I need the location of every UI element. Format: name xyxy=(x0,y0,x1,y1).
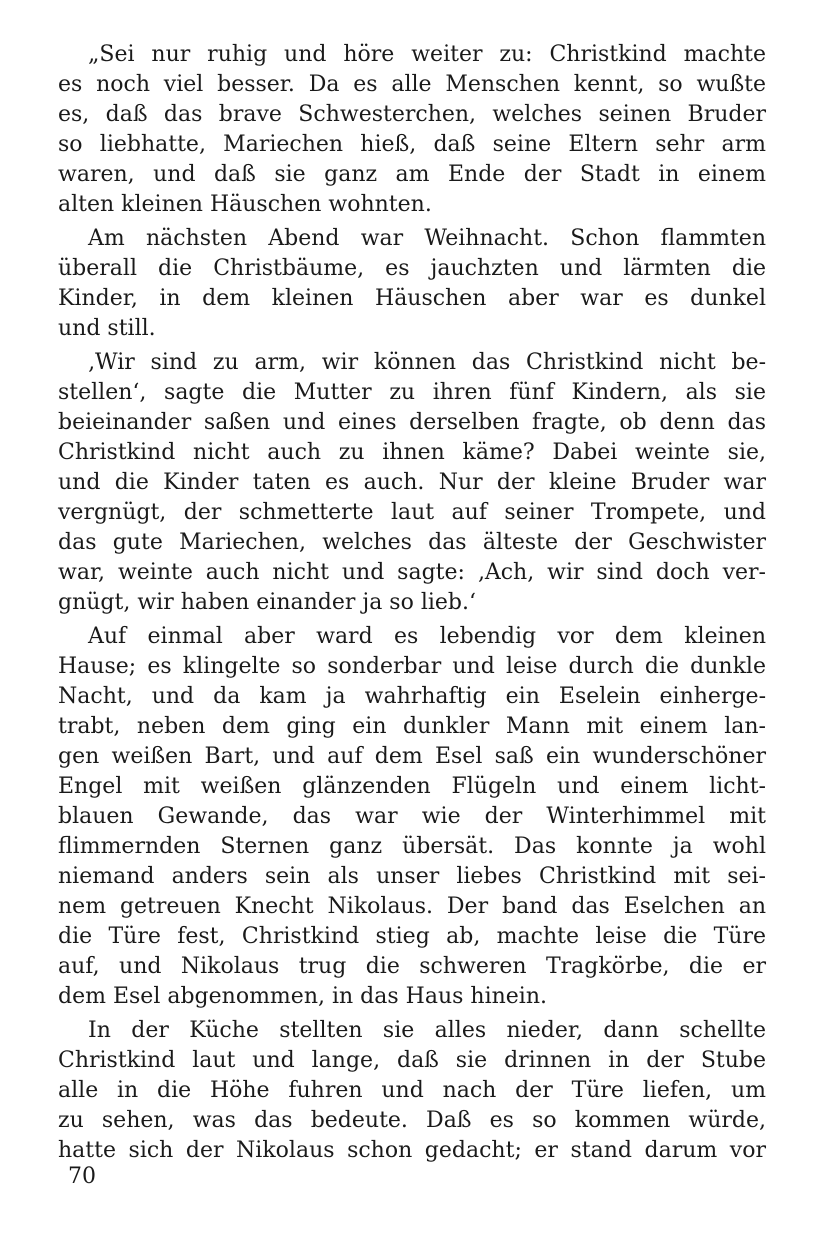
text-line: Christkind laut und lange, daß sie drinnen in der Stube xyxy=(58,1048,766,1073)
text-line: blauen Gewande, das war wie der Winterhimmel mit xyxy=(58,804,766,829)
text-line: niemand anders sein als unser liebes Christkind mit sei- xyxy=(58,864,766,889)
text-line: Christkind nicht auch zu ihnen käme? Dabei weinte sie, xyxy=(58,440,766,465)
text-line: ‚Wir sind zu arm, wir können das Christkind nicht be- xyxy=(88,350,766,375)
text-line: gen weißen Bart, und auf dem Esel saß ein wunderschöner xyxy=(58,744,766,769)
text-line: gnügt, wir haben einander ja so lieb.‘ xyxy=(58,590,476,615)
text-line: überall die Christbäume, es jauchzten und lärmten die xyxy=(58,256,766,281)
text-line: und die Kinder taten es auch. Nur der kleine Bruder war xyxy=(58,470,766,495)
text-line: und still. xyxy=(58,316,156,341)
text-line: trabt, neben dem ging ein dunkler Mann mit einem lan- xyxy=(58,714,766,739)
text-line: Nacht, und da kam ja wahrhaftig ein Eselein einherge- xyxy=(58,684,766,709)
text-line: es noch viel besser. Da es alle Menschen kennt, so wußte xyxy=(58,72,766,97)
text-line: Auf einmal aber ward es lebendig vor dem kleinen xyxy=(88,624,766,649)
page-number: 70 xyxy=(68,1164,96,1189)
text-line: vergnügt, der schmetterte laut auf seiner Trompete, und xyxy=(58,500,766,525)
text-line: Hause; es klingelte so sonderbar und leise durch die dunkle xyxy=(58,654,766,679)
text-line: es, daß das brave Schwesterchen, welches seinen Bruder xyxy=(58,102,766,127)
text-line: alten kleinen Häuschen wohnten. xyxy=(58,192,432,217)
text-line: auf, und Nikolaus trug die schweren Tragkörbe, die er xyxy=(58,954,766,979)
text-line: das gute Mariechen, welches das älteste der Geschwister xyxy=(58,530,766,555)
text-line: hatte sich der Nikolaus schon gedacht; er stand darum vor xyxy=(58,1138,766,1163)
text-line: alle in die Höhe fuhren und nach der Türe liefen, um xyxy=(58,1078,766,1103)
text-line: waren, und daß sie ganz am Ende der Stadt in einem xyxy=(58,162,766,187)
text-line: flimmernden Sternen ganz übersät. Das konnte ja wohl xyxy=(58,834,766,859)
text-line: stellen‘, sagte die Mutter zu ihren fünf Kindern, als sie xyxy=(58,380,766,405)
text-line: Engel mit weißen glänzenden Flügeln und einem licht- xyxy=(58,774,766,799)
text-line: die Türe fest, Christkind stieg ab, machte leise die Türe xyxy=(58,924,766,949)
text-line: dem Esel abgenommen, in das Haus hinein. xyxy=(58,984,547,1009)
text-line: war, weinte auch nicht und sagte: ‚Ach, wir sind doch ver- xyxy=(58,560,766,585)
text-line: „Sei nur ruhig und höre weiter zu: Christkind machte xyxy=(88,42,766,67)
text-line: In der Küche stellten sie alles nieder, dann schellte xyxy=(88,1018,766,1043)
text-column xyxy=(58,40,766,1163)
text-line: Am nächsten Abend war Weihnacht. Schon flammten xyxy=(88,226,766,251)
text-line: beieinander saßen und eines derselben fragte, ob denn das xyxy=(58,410,766,435)
text-line: so liebhatte, Mariechen hieß, daß seine Eltern sehr arm xyxy=(58,132,766,157)
text-line: Kinder, in dem kleinen Häuschen aber war es dunkel xyxy=(58,286,766,311)
text-line: nem getreuen Knecht Nikolaus. Der band das Eselchen an xyxy=(58,894,766,919)
text-line: zu sehen, was das bedeute. Daß es so kommen würde, xyxy=(58,1108,766,1133)
